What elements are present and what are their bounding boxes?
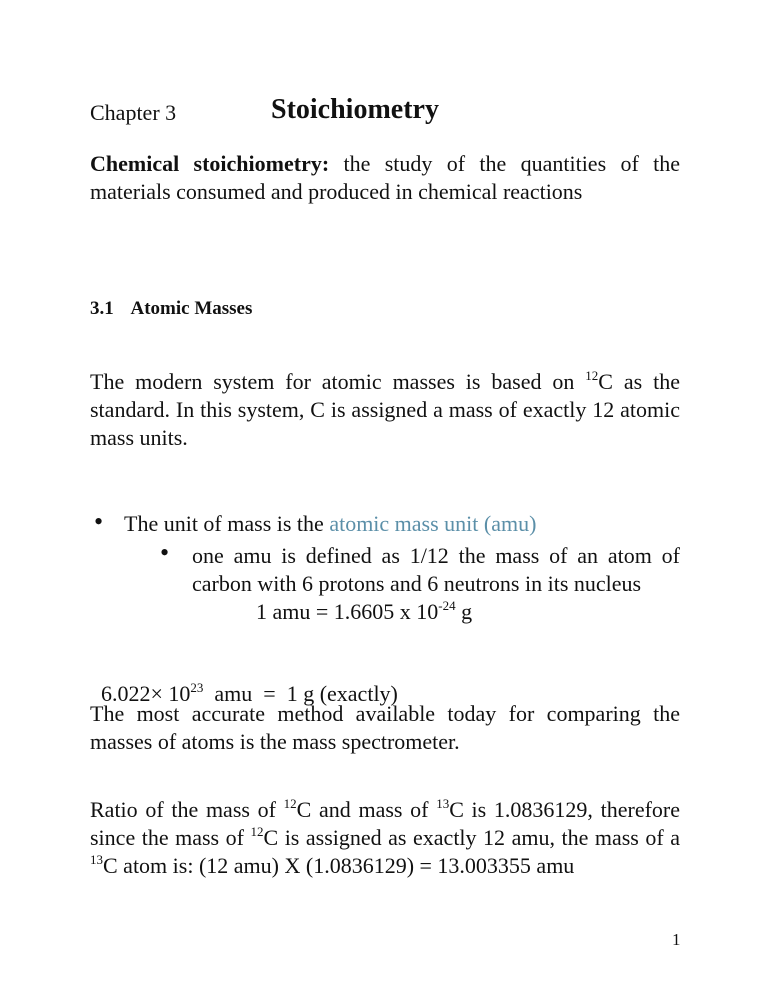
ratio-text-4: C is assigned as exactly 12 amu, the mass of a [263, 825, 681, 850]
chapter-header [90, 94, 690, 132]
definition-term: Chemical stoichiometry: [90, 151, 330, 176]
intro-text-2: C as the standard. In this system, C is assigned a mass of exactly 12 atomic mass units. [90, 369, 680, 450]
amu-equation-unit: g [455, 599, 473, 624]
bullet-text: The unit of mass is the [124, 511, 330, 536]
avogadro-base: 6.022× 10 [101, 681, 191, 706]
ratio-paragraph [90, 796, 680, 880]
bullet-icon: • [94, 507, 104, 536]
ratio-text-3: C is 1.0836129, therefore since the mass of [90, 797, 680, 850]
ratio-text-5: C atom is: (12 amu) X (1.0836129) = 13.003355 amu [103, 853, 575, 878]
ratio-text-2: C and mass of [296, 797, 437, 822]
intro-paragraph [90, 368, 680, 452]
amu-equation [256, 598, 472, 626]
spectrometer-paragraph: The most accurate method available today for comparing the masses of atoms is the mass spectrometer. [90, 701, 680, 754]
section-heading [90, 298, 252, 320]
section-title: Atomic Masses [130, 298, 253, 319]
isotope-superscript: 12 [585, 368, 599, 383]
ratio-text-1: Ratio of the mass of [90, 797, 284, 822]
chapter-label: Chapter 3 [90, 100, 177, 125]
highlighted-term: atomic mass unit (amu) [329, 511, 537, 536]
avogadro-suffix: amu = 1 g (exactly) [203, 681, 398, 706]
amu-equation-exponent: -24 [438, 598, 456, 613]
definition-paragraph [90, 150, 680, 206]
isotope-superscript: 13 [90, 852, 103, 867]
amu-equation-base: 1 amu = 1.6605 x 10 [256, 599, 439, 624]
sub-bullet-line-2: carbon with 6 protons and 6 neutrons in its nucleus [192, 571, 642, 596]
isotope-superscript: 13 [436, 796, 450, 811]
sub-bullet-icon: • [160, 538, 170, 567]
isotope-superscript: 12 [250, 824, 264, 839]
sub-bullet-line-1: one amu is defined as 1/12 the mass of an atom of [192, 543, 680, 568]
page-number: 1 [672, 930, 681, 949]
definition-text: the study of the quantities of the materials consumed and produced in chemical reactions [90, 151, 681, 204]
isotope-superscript: 12 [283, 796, 297, 811]
intro-text-1: The modern system for atomic masses is based on [90, 369, 586, 394]
chapter-title: Stoichiometry [271, 94, 439, 125]
section-number: 3.1 [90, 298, 114, 319]
sub-bullet-item-definition [90, 538, 690, 632]
avogadro-exponent: 23 [190, 680, 204, 695]
